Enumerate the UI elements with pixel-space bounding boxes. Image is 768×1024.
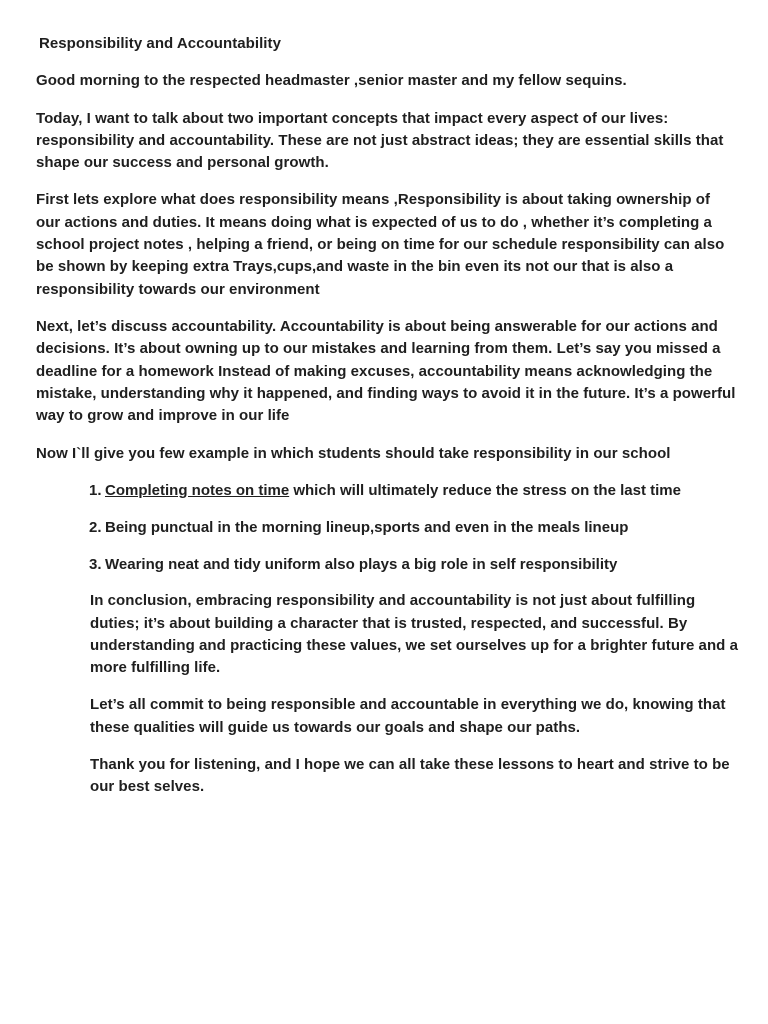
intro-paragraph: Today, I want to talk about two important concepts that impact every aspect of our lives: responsibility and accountability. These are not just abstract ideas; they are essential skills that shape our success and personal growth. xyxy=(36,109,724,172)
responsibility-paragraph: First lets explore what does responsibility means ,Responsibility is about taking ownership of our actions and duties. It means doing what is expected of us to do , whether it’s completing a school project notes , helping a friend, or being on time for our schedule responsibility can also be shown by keeping extra Trays,cups,and waste in the bin even its not our that is also a responsibility towards our environment xyxy=(36,191,725,298)
closing-paragraph: Thank you for listening, and I hope we can all take these lessons to heart and strive to be our best selves. xyxy=(90,755,730,796)
accountability-paragraph: Next, let’s discuss accountability. Accountability is about being answerable for our actions and decisions. It’s about owning up to our mistakes and learning from them. Let’s say you missed a deadline for a homework Instead of making excuses, accountability means acknowledging the mistake, understanding why it happened, and finding ways to avoid it in the future. It’s a powerful way to grow and improve in our life xyxy=(36,317,736,425)
list-item-text: Being punctual in the morning lineup,sports and even in the meals lineup xyxy=(105,518,629,536)
list-item-number: 2. xyxy=(89,518,102,536)
conclusion-paragraph: In conclusion, embracing responsibility and accountability is not just about fulfilling duties; it’s about building a character that is trusted, respected, and successful. By understanding and practicing these values, we set ourselves up for a brighter future and a more fulfilling life. xyxy=(90,592,738,677)
list-intro-paragraph: Now I`ll give you few example in which students should take responsibility in our school xyxy=(36,445,671,463)
examples-list xyxy=(36,480,738,576)
list-item-number: 3. xyxy=(89,555,102,573)
list-item xyxy=(89,517,738,539)
list-item-underlined-text: Completing notes on time xyxy=(105,481,290,499)
list-item-text xyxy=(105,480,681,502)
document-title: Responsibility and Accountability xyxy=(39,35,281,52)
list-item-rest-text: which will ultimately reduce the stress on the last time xyxy=(289,481,681,499)
commit-paragraph: Let’s all commit to being responsible and accountable in everything we do, knowing that these qualities will guide us towards our goals and shape our paths. xyxy=(90,696,726,736)
list-item-text: Wearing neat and tidy uniform also plays a big role in self responsibility xyxy=(105,555,618,573)
list-item xyxy=(89,480,738,502)
list-item xyxy=(89,554,738,576)
greeting-paragraph: Good morning to the respected headmaster ,senior master and my fellow sequins. xyxy=(36,72,627,90)
list-item-number: 1. xyxy=(89,481,102,499)
